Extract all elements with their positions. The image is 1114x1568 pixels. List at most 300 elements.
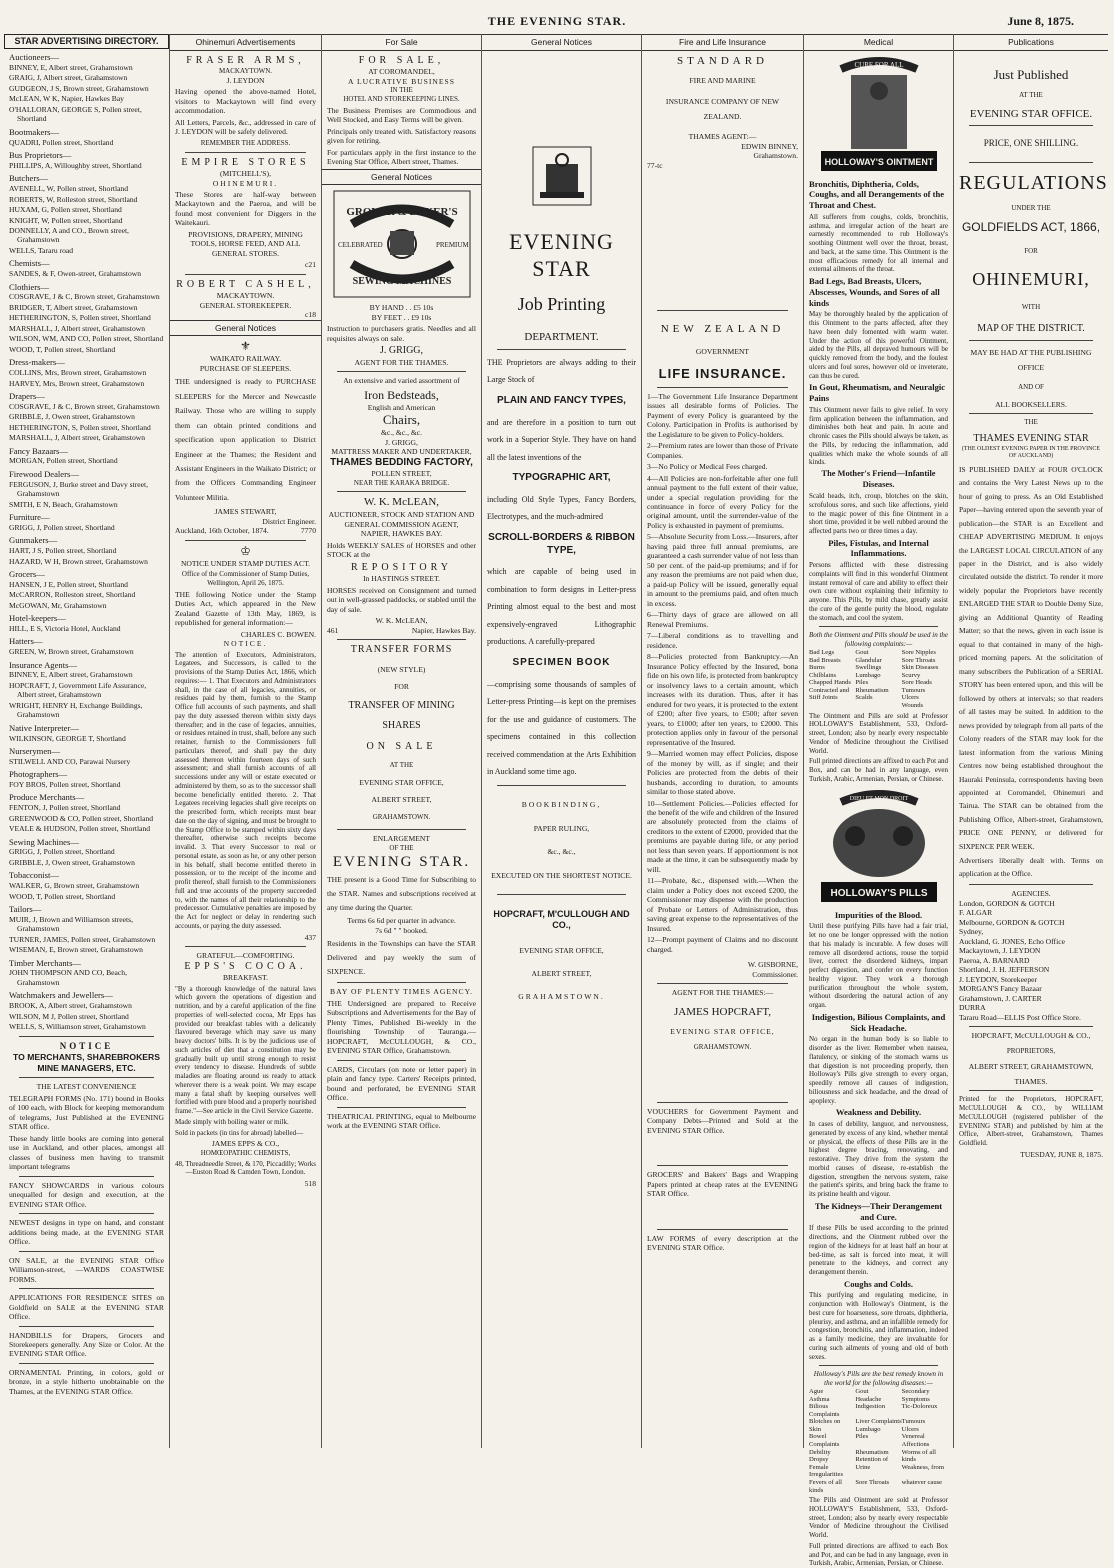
enlarge-of: OF THE [389,843,414,852]
complaint-item: Tumours [901,686,926,694]
cashel-place: MACKAYTOWN. [216,291,275,301]
stamp-sig: CHARLES C. BOWEN. [240,629,316,639]
agency-entry: Grahamstown, J. CARTER [959,993,1042,1003]
directory-entry: GUDGEON, J S, Brown street, Grahamstown [9,83,149,93]
gout-title: In Gout, Rheumatism, and Neuralgic Pains [809,382,946,404]
directory-entry: VEALE & HUDSON, Pollen street, Shortland [9,824,151,834]
stamp-notice: NOTICE. [223,639,268,649]
ins-agent-office: EVENING STAR OFFICE, [670,1027,775,1037]
pills-banner: HOLLOWAY'S PILLS [829,887,928,899]
disease-item: Ulcers [901,1425,919,1433]
transfer-street: ALBERT STREET, [371,795,432,805]
directory-entry: GRIBBLE, J, Owen street, Grahamstown [9,412,135,422]
weakness-title: Weakness and Debility. [835,1107,922,1118]
sold-4: Full printed directions are affixed to each Box and Pot, and can be had in any language, even in Turkish, Arabic, Armenian, Persian, or Chinese. [809,1541,948,1568]
ins-agent-name: JAMES HOPCRAFT, [674,1005,771,1018]
directory-entry: GRIGG, J, Pollen street, Shortland [9,522,115,532]
disease-item: Tumours [901,1418,926,1426]
agency-entry: F. ALGAR [959,908,993,918]
directory-entry: KNIGHT, W, Pollen street, Shortland [9,215,123,225]
pub-tes-sub: (THE OLDEST EVENING PAPER IN THE PROVINCE OF AUCKLAND) [961,445,1101,460]
empire-place: OHINEMURI. [212,178,279,188]
complaint-item: Sore Heads [901,679,932,687]
factory-near: NEAR THE KARAKA BRIDGE. [353,478,450,487]
directory-entry: WILSON, M J, Pollen street, Shortland [9,1011,129,1021]
insurance-heading: Fire and Life Insurance [642,34,803,51]
complaint-item: Sore Throats [901,656,936,664]
complaint-item: Ulcers [901,694,919,702]
complaints-table [809,649,948,710]
fs-text-3: For particulars apply in the first instance to the Evening Star Office, Albert street, Thames. [327,147,476,167]
complaint-item: Lumbago [855,671,881,679]
agency-entry: Shortland, J. H. JEFFERSON [959,965,1050,975]
engraving-top: GROVER & BAKER'S [345,206,458,219]
bronch-text: All sufferers from coughs, colds, bronchitis, asthma, and irregular action of the heart are earnestly recommended to rub Holloway's soothing Ointment well over the throat, breast, and back, at the same time. This Ointment is the most efficacious remedy for all internal and external ailments of the throat. [809,212,948,274]
indigestion-text: No organ in the human body is so liable to disorder as the liver. Remember when nausea, flatulency, or sinking of the stomach warns us that digestion is not proceeding properly, then Holloway's Pills give strength to every organ, speedily remove all causes of indigestion, biliousness and sick headache, and the dread of apoplexy. [809,1035,948,1105]
directory-entry: SANDES, & F, Owen-street, Grahamstown [9,269,142,279]
insurance-point: 11—Probate, &c., dispensed with.—When the claim under a Policy does not exceed £200, the Commissioner may dispense with the production of Probate or Letters of Administration, thus saving great expense to the representatives of the Insured. [647,876,798,933]
insurance-point: 2—Premium rates are lower than those of Private Companies. [647,441,798,460]
directory-entry: DONNELLY, A and CO., Brown street, Grahamstown [9,226,129,245]
directory-entry: WILKINSON, GEORGE T, Shortland [9,733,126,743]
stamp-text: THE following Notice under the Stamp Duties Act, which appeared in the New Zealand Gazette of 13th May, 1869, is republished for general information:— [175,589,316,628]
transfer-for: FOR [394,682,409,692]
column-insurance [642,34,804,1448]
insurance-point: 8—Policies protected from Bankruptcy.—An Insurance Policy effected by the Insured, bona fide on his own life, is protected from bankruptcy or insolvency laws to a certain amount, which increases with its duration. Thus, after it has endured for two years, it is protected to the extent of £200; after five years, to £500; after seven years, to £1000; after ten years, to £2000. This protection applies only in favour of the personal representative of the Insured. [647,652,798,747]
agency-entry: Paeroa, A. BARNARD [959,955,1030,965]
std-sub: FIRE AND MARINE [689,76,756,86]
directory-category: Firewood Dealers— [9,468,79,479]
column-directory [4,34,170,1448]
empire-title: EMPIRE STORES [181,156,310,168]
vouchers-ad: VOUCHERS for Government Payment and Company Debts—Printed and Sold at the EVENING STAR Office. [647,1106,798,1135]
pub-just: Just Published [993,66,1069,82]
holloway-pills-engraving [811,788,947,906]
directory-entry: HETHERINGTON, S, Pollen street, Shortland [9,313,151,323]
ins-agent: AGENT FOR THE THAMES:— [671,988,774,998]
indigestion-title: Indigestion, Bilious Complaints, and Sick Headache. [811,1011,946,1033]
repository: REPOSITORY [351,561,452,573]
enlarge-text: THE present is a Good Time for Subscribing to the STAR. Names and subscriptions received at any time during the Quarter. [327,875,476,912]
instruction-text: Instruction to purchasers gratis. Needles and all requisites always on sale. [327,324,476,343]
fs-sub: AT COROMANDEL, [368,67,435,77]
theatrical-ad: THEATRICAL PRINTING, equal to Melbourne work at the EVENING STAR Office. [327,1111,476,1131]
pub-at: AT THE [1019,90,1043,99]
directory-entry: WILSON, WM, AND CO, Pollen street, Shortland [9,334,164,344]
std-sub-2: INSURANCE COMPANY OF NEW ZEALAND. [665,96,780,122]
disease-item: Gout [855,1387,869,1395]
directory-category: Nurserymen— [9,746,61,757]
pub-thames: THAMES. [1014,1076,1048,1086]
disease-item: Indigestion [855,1403,885,1411]
disease-item: Ague [809,1387,824,1395]
masthead [0,14,1114,30]
coughs-title: Coughs and Colds. [843,1278,914,1289]
directory-entry: WELLS, S, Williamson street, Grahamstown [9,1022,146,1032]
empire-list: PROVISIONS, DRAPERY, MINING TOOLS, HORSE FEED, AND ALL GENERAL STORES. [188,229,303,258]
pub-agencies: AGENCIES. [1011,889,1051,899]
pub-price: PRICE, ONE SHILLING. [983,138,1079,149]
terms: Terms 6s 6d per quarter in advance. [347,916,456,926]
cashel-role: GENERAL STOREKEEPER. [199,300,292,310]
directory-entry: HART, J S, Pollen street, Shortland [9,546,117,556]
life-title: LIFE INSURANCE. [658,366,787,382]
enlarge-star: EVENING STAR. [332,853,471,870]
railway-date: Auckland, 16th October, 1874. [175,526,269,536]
impurities-text: Until these purifying Pills have had a fair trial, let no one be longer oppressed with the notion that his malady is incurable. A few doses will remove all disordered actions, rouse the torpid liver, correct the disordered kidneys, impart perfect digestion, and confer on every function healthy vigour. They work a thorough purification throughout the whole system, without disordering the natural action of any organ. [809,922,948,1010]
insurance-point: 9—Married women may effect Policies, dispose of the money by will, as if single; and their Policies are protected from the debts of their husbands, according to duration, to amounts similar to those stated above. [647,749,798,797]
insurance-point: 7—Liberal conditions as to travelling and residence. [647,631,798,650]
directory-entry: GRIBBLE, J, Owen street, Grahamstown [9,857,135,867]
complaint-item: Scurvy [901,671,921,679]
epps-firm: JAMES EPPS & CO., [211,1139,280,1149]
column-publications [954,34,1108,1448]
directory-entry: FOY BROS, Pollen street, Shortland [9,779,121,789]
fs-in: IN THE [390,86,413,95]
disease-item: Fevers of all kinds [809,1478,842,1494]
pub-with: WITH [1021,302,1041,311]
column-job-printing [482,34,642,1448]
pub-date: TUESDAY, JUNE 8, 1875. [1020,1149,1103,1159]
agency-entry: Tararu Road—ELLIS Post Office Store. [959,1012,1081,1022]
bedding-factory: THAMES BEDDING FACTORY, [330,456,473,468]
general-notices-heading-3: General Notices [322,169,481,186]
complaint-item: Bad Breasts [809,656,841,664]
fraser-sub: MACKAYTOWN. [218,67,273,76]
insurance-point: 3—No Policy or Medical Fees charged. [647,462,768,472]
complaint-item: Skin Diseases [901,664,939,672]
column-ohinemuri [170,34,322,1448]
price-feet: BY FEET . . £9 10s [371,312,432,322]
directory-entry: PHILLIPS, A, Willoughby street, Shortland [9,160,142,170]
directory-entry: WISEMAN, E, Brown street, Grahamstown [9,945,143,955]
cards-ad: CARDS, Circulars (on note or letter paper) in plain and fancy type. Carters' Receipts printed, bound and perforated, be EVENING STAR Office. [327,1064,476,1103]
enlarge-title: ENLARGEMENT [373,834,430,844]
small-ad: FANCY SHOWCARDS in various colours unequalled for design and execution, at the EVENING STAR Office. [9,1180,164,1209]
directory-heading: STAR ADVERTISING DIRECTORY. [4,34,169,49]
ribbon-text-2: DIEU ET MON DROIT [849,795,908,802]
epps-firm-2: HOMŒOPATHIC CHEMISTS, [200,1148,291,1157]
disease-item: Lumbago [855,1425,881,1433]
ribbon-text-1: CURE FOR ALL [853,60,904,69]
small-ad: HANDBILLS for Drapers, Grocers and Storekeepers generally. Any Size or Color. At the EVENING STAR Office. [9,1330,164,1359]
agency-entry: DURRA [959,1003,986,1013]
gout-text: This Ointment never fails to give relief. In very firm application between the inflammation, and diminishes both heat and pain. In acute and chronic cases the Pills should always be taken, as the Pills, by reducing the inflammation, add qualities which make the whole sounds of all kinds. [809,405,948,467]
mother-text: Scald heads, itch, croup, blotches on the skin, scrofulous sores, and such like affections, yield to the magic power of this fine Ointment in a short time, provided it be well rubbed around the affected parts two or three times a day. [809,492,948,535]
pub-sellers: ALL BOOKSELLERS. [995,400,1067,409]
mclean-num: 461 [327,625,339,635]
fraser-owner: J. LEYDON [226,75,265,85]
insurance-point: 12—Prompt payment of Claims and no discount charged. [647,935,798,954]
railway-title: WAIKATO RAILWAY. [209,354,281,364]
epps-sub: BREAKFAST. [222,973,269,983]
disease-item: Sore Throats [855,1478,890,1486]
directory-entry: WALKER, G, Brown street, Grahamstown [9,881,140,891]
directory-entry: MARSHALL, J, Albert street, Grahamstown [9,323,146,333]
medical-heading: Medical [804,34,953,51]
legs-title: Bad Legs, Bad Breasts, Ulcers, Abscesses, Wounds, and Sores of all kinds [809,276,940,308]
iron-bedsteads: Iron Bedsteads, [364,387,439,402]
disease-item: Piles [855,1433,869,1441]
complaint-item: Swellings [855,664,882,672]
job-intro: THE Proprietors are always adding to their Large Stock of [487,357,636,385]
disease-item: Dropsy [809,1456,829,1464]
directory-entry: McLEAN, W K, Napier, Hawkes Bay [9,94,124,104]
complaint-item [855,702,901,710]
latest-text-2: These handy little books are coming into general use in Auckland, and other places, amongst all classes of business men having to transmit important telegrams [9,1133,164,1172]
factory-street: POLLEN STREET, [371,469,432,479]
engraving-bottom: SEWING MACHINES [352,276,451,288]
bay-text: THE Undersigned are prepared to Receive Subscriptions and Advertisements for the Bay of Plenty Times, Published Bi-weekly in the flourishing Township of Tauranga.— HOPCRAFT, McCULLOUGH, & CO., EVENING STAR Office, Grahamstown. [327,998,476,1056]
job-town: GRAHAMSTOWN. [518,992,605,1002]
job-specimen-text: —comprising some thousands of samples of Letter-press Printing—is kept on the premises for the use and guidance of customers. The specimens contained in this collection received commendation at the Arts Exhibition in Auckland some time ago. [487,679,636,777]
directory-category: Butchers— [9,173,49,184]
ins-sig: W. GISBORNE, [747,960,798,970]
column-medical [804,34,954,1568]
holloway-ointment-engraving [811,55,947,175]
insurance-point: 1—The Government Life Insurance Department issues all desirable forms of Policies. The Payment of every Policy is guaranteed by the Colony. Participation in Profits is authorised by the Legislature to be given to Policy-holders. [647,391,798,439]
transfer-town: GRAHAMSTOWN. [372,812,431,821]
std-title: STANDARD [676,54,768,67]
directory-entry: COLLINS, Mrs, Brown street, Grahamstown [9,368,147,378]
agency-entry: J. LEYDON, Storekeeper [959,974,1038,984]
engraving-right: PREMIUM [435,241,469,250]
stamp-office: Office of the Commissioner of Stamp Duties, Wellington, April 26, 1875. [181,570,310,587]
directory-entry: MORGAN, Pollen street, Shortland [9,456,118,466]
directory-category: Sewing Machines— [9,836,79,847]
railway-role: District Engineer. [262,516,316,526]
directory-category: Furniture— [9,512,50,523]
job-scroll-text: which are capable of being used in combination to form designs in Letter-press Printing almost equal to the best and most expensively-engraved Lithographic productions. A carefully-prepared [487,567,636,647]
job-specimen: SPECIMEN BOOK [512,657,611,668]
epps-made: Made simply with boiling water or milk. [175,1117,289,1126]
directory-category: Bootmakers— [9,126,60,137]
directory-category: Dress-makers— [9,357,65,368]
insurance-point: 10—Settlement Policies.—Policies effected for the benefit of the wife and children of the Insured are absolutely protected from the claims of creditors to the extent of £2000, provided that the premiums are payable during life, or any period not less than seven years. If apportionment is not made at the time, it can be subsequently made by will. [647,798,798,874]
fraser-title: FRASER ARMS, [186,54,305,66]
directory-category: Produce Merchants— [9,792,85,803]
mclean-sig: W. K. McLEAN, [375,616,428,626]
directory-category: Fancy Bazaars— [9,445,68,456]
job-title: EVENING STAR [509,228,614,282]
transfer-onsale: ON SALE [366,740,437,752]
complaint-item: Contracted and [809,686,850,694]
job-street: ALBERT STREET, [531,968,592,978]
small-ad: APPLICATIONS FOR RESIDENCE SITES on Goldfield on SALE at the EVENING STAR Office. [9,1293,164,1322]
remedy-text: Holloway's Pills are the best remedy known in the world for the following diseases:— [813,1370,944,1388]
directory-entry: BROOK, A, Albert street, Grahamstown [9,1001,132,1011]
pub-the: THE [1024,418,1038,427]
insurance-point: 5—Absolute Security from Loss.—Insurers, after having paid three full annual premiums, are guaranteed a cash surrender value of not less than 50 per cent. of the paid-up premiums; and if for any reason the premiums are not paid when due, a paid-up Policy will be issued, generally equal in amount to the premiums paid, and often much in excess. [647,532,798,608]
disease-item: Debility [809,1448,831,1456]
printing-press-icon [532,146,592,206]
complaint-item: Glandular [855,656,882,664]
pub-advertisers: Advertisers liberally dealt with. Terms on application at the Office. [959,856,1103,878]
directory-entry: GREEN, W, Brown street, Grahamstown [9,647,134,657]
disease-item: Retention of [855,1456,889,1464]
disease-item: Rheumatism [855,1448,889,1456]
directory-entry: WRIGHT, HENRY H, Exchange Buildings, Grahamstown [9,700,143,720]
mother-title: The Mother's Friend—Infantile Diseases. [821,469,936,489]
directory-entry: FERGUSON, J, Burke street and Davy street, Grahamstown [9,479,148,499]
epps-text: "By a thorough knowledge of the natural laws which govern the operations of digestion and nutrition, and by a careful application of the fine properties of well-selected cocoa, Mr Epps has provided our breakfast tables with a delicately flavoured beverage which may save us many heavy doctors' bills. It is by the judicious use of such articles of diet that a constitution may be gradually built up until strong enough to resist every tendency to disease. Hundreds of subtle maladies are floating around us ready to attack wherever there is a weak point. We may escape many a fatal shaft by keeping ourselves well fortified with pure blood and a properly nourished frame."—See article in the Civil Service Gazette. [175,984,316,1116]
directory-entry: SMITH, E N, Beach, Grahamstown [9,499,118,509]
directory-entry: GRAIG, J, Albert street, Grahamstown [9,73,128,83]
agency-entry: MORGAN'S Fancy Bazaar [959,984,1042,994]
small-ad: ON SALE, at the EVENING STAR Office Williamson-street, —WARDS COASTWISE FORMS. [9,1255,164,1284]
std-agent: THAMES AGENT:— [688,132,757,142]
directory-category: Watchmakers and Jewellers— [9,990,113,1001]
job-executed: EXECUTED ON THE SHORTEST NOTICE. [491,870,632,880]
agencies-list [959,899,1103,1022]
epps-num: 518 [304,1179,316,1188]
disease-item: Asthma [809,1395,830,1403]
directory-category: Native Interpreter— [9,722,79,733]
diseases-table [809,1388,948,1494]
pub-tes: THAMES EVENING STAR [973,433,1089,445]
disease-item: Skin [809,1425,822,1433]
pub-regulations: REGULATIONS [959,171,1108,194]
directory-entry: MARSHALL, J, Albert street, Grahamstown [9,433,146,443]
pub-proprietors: PROPRIETORS, [1006,1046,1056,1055]
residents-text: Residents in the Townships can have the STAR Delivered and pay weekly the sum of SIXPENCE. [327,939,476,976]
general-notices-heading-4: General Notices [482,34,641,51]
disease-item: whatever cause [901,1478,943,1486]
stamp-notice-text: The attention of Executors, Administrators, Legatees, and Successors, is called to the provisions of the Stamp Duties Act, 1866, which requires:— 1. That Executors and Administrators shall, in the case of all legacies, annuities, or residues paid by them, furnish to the Stamp Office full accounts of such payments, and shall pay the duty assessed thereon within sixty days thereafter; and in the case of legacies, annuities, or residues retained in trust, shall, before any such retainer, furnish to the Commissioners full particulars thereof, and shall pay the duty assessed thereon within fourteen days of such assessment; and shall furnish accounts of all successions under any will or estate executed or administered by them, so as to the successor shall become beneficially entitled thereto. 2. That Legatees receiving legacies shall give receipts on the prescribed form, which receipts must bear date on the day of signing, and must be brought to the Stamp Office to be stamped within sixty days thereafter, otherwise such receipts become invalid. 3. That every Successor to real or personal estate, as soon as he, or any other person in his behalf, shall become entitled thereto in possession, or to the receipt of the income and profit thereof, shall furnish to the Commissioners full and true accounts of the property succeeded to, with the names of all their relationship to the predecessor. Cumulative penalties are imposed by the Act for neglect or delay in rendering such accounts, or paying the duty assessed. [175,650,316,930]
mclean-text: Holds WEEKLY SALES of HORSES and other STOCK at the [327,540,476,560]
agency-entry: Auckland, G. JONES, Echo Office [959,936,1065,946]
impurities-title: Impurities of the Blood. [834,909,923,920]
disease-item: Liver Complaints [855,1418,902,1426]
directory-entry: O'HALLORAN, GEORGE S, Pollen street, Shortland [9,104,142,124]
directory-entry: BINNEY, E, Albert street, Grahamstown [9,670,133,680]
transfer-shares: SHARES [382,720,421,731]
cashel-num: c18 [305,310,316,320]
iron-english: English and American [367,402,436,412]
epps-addr: 48, Threadneedle Street, & 170, Piccadilly; Works—Euston Road & Camden Town, London. [175,1159,316,1177]
pub-ohine: OHINEMURI, [972,269,1090,290]
bay-title: BAY OF PLENTY TIMES AGENCY. [330,987,473,997]
insurance-points [647,392,798,955]
directory-entry: HAZARD, W H, Brown street, Grahamstown [9,556,148,566]
pub-map: MAP OF THE DISTRICT. [977,323,1085,335]
piles-title: Piles, Fistulas, and Internal Inflammations. [828,537,929,559]
directory-category: Drapers— [9,391,45,402]
directory-entry: COSGRAVE, J & C, Brown street, Grahamstown [9,401,160,411]
pub-act: GOLDFIELDS ACT, 1866, [961,220,1101,235]
iron-chairs: Chairs, [382,412,421,428]
grateful-title: GRATEFUL—COMFORTING. [196,951,295,961]
directory-category: Timber Merchants— [9,957,82,968]
general-notices-heading: General Notices [170,320,321,337]
transfer-mining: TRANSFER OF MINING [348,699,455,711]
mclean-role: AUCTIONEER, STOCK AND STATION AND GENERAL COMMISSION AGENT, [328,510,475,529]
pub-office: EVENING STAR OFFICE. [969,107,1093,120]
directory-entry: COSGRAVE, J & C, Brown street, Grahamstown [9,292,160,302]
engraving-left: CELEBRATED [337,241,383,250]
piles-text: Persons afflicted with these distressing complaints will find in this wonderful Ointment instant removal of care and ability to effect their own cure without explaining their infirmity to anyone. This Pills, by mild chase, greatly assist the cure of the gentle purity the blood, regulate the stomach, and cool the system. [809,561,948,622]
directory-category: Grocers— [9,569,45,580]
fraser-remember: REMEMBER THE ADDRESS. [200,138,291,147]
directory-list [9,52,164,1031]
agency-entry: London, GORDON & GOTCH [959,898,1055,908]
complaint-item: Scalds [855,694,873,702]
transfer-office: EVENING STAR OFFICE, [359,777,444,787]
complaint-item: Chilblains [809,671,837,679]
pub-albert: ALBERT STREET, GRAHAMSTOWN, [968,1061,1094,1071]
govt-title: GOVERNMENT [695,346,750,356]
directory-category: Tobacconist— [9,870,59,881]
grigg-name: J. GRIGG, [379,345,424,357]
ins-sig-role: Commissioner. [752,969,798,979]
bronch-title: Bronchitis, Diphtheria, Colds, Coughs, and all Derangements of the Throat and Chest. [809,178,945,211]
crown-icon: ♔ [240,543,251,558]
directory-entry: WOOD, T, Pollen street, Shortland [9,891,116,901]
directory-category: Auctioneers— [9,52,60,63]
price-hand: BY HAND . . £5 10s [369,303,434,313]
agency-entry: Mackaytown, J. LEYDON [959,946,1041,956]
sold-2: Full printed directions are affixed to each Pot and Box, and can be had in any language, even Turkish, Arabic, Armenian, Persian, or Chinese. [809,757,948,783]
kidneys-text: If these Pills be used according to the printed directions, and the Ointment rubbed over the region of the kidneys for at least half an hour at bed-time, as salt is forced into meat, it will penetrate to the kidneys, and correct any derangement therein. [809,1224,948,1276]
transfer-style: (NEW STYLE) [377,664,426,674]
agency-entry: Melbourne, GORDON & GOTCH [959,917,1065,927]
railway-sub: PURCHASE OF SLEEPERS. [199,363,292,373]
notice-title: NOTICE [59,1040,114,1051]
directory-entry: WOOD, T, Pollen street, Shortland [9,344,116,354]
grigg2-name: J. GRIGG, [385,437,418,447]
std-town: Grahamstown. [753,151,798,161]
directory-entry: WELLS, Tararu road [9,245,74,255]
disease-item: Venereal Affections [901,1433,930,1449]
std-name: EDWIN BINNEY, [741,141,798,151]
directory-entry: JOHN THOMPSON AND CO, Beach, Grahamstown [9,968,127,987]
weakness-text: In cases of debility, languor, and nervousness, generated by excess of any kind, whether mental or physical, the effects of these Pills are in the highest degree bracing, renovating, and restorative. They drive from the system the morbid causes of disease, re-establish the digestion, strengthen the nervous system, raise the patient's spirits, and bring back the frame to its pristine health and vigour. [809,1120,948,1199]
disease-item: Bowel Complaints [809,1433,840,1449]
disease-item: Weakness, from [901,1463,944,1471]
directory-category: Clothiers— [9,281,50,292]
fs-text-2: Principals only treated with. Satisfactory reasons given for retiring. [327,126,476,146]
disease-item: Symptoms [901,1395,930,1403]
fraser-text-2: All Letters, Parcels, &c., addressed in care of J. LEYDON will be safely delivered. [175,117,316,137]
masthead-date: June 8, 1875. [1007,14,1074,28]
directory-entry: HOPCRAFT, J, Government Life Assurance, Albert street, Grahamstown [9,680,147,700]
directory-entry: GREENWOOD & CO, Pollen street, Shortland [9,813,154,823]
job-office: EVENING STAR OFFICE, [519,945,604,955]
directory-entry: BRIDGER, T, Albert street, Grahamstown [9,302,138,312]
directory-category: Photographers— [9,769,68,780]
disease-item: Bilious Complaints [809,1403,840,1418]
insurance-point: 6—Thirty days of grace are allowed on all Renewal Premiums. [647,610,798,629]
directory-entry: STILWELL AND CO, Parawai Nursery [9,756,131,766]
railway-text: THE undersigned is ready to PURCHASE SLEEPERS for the Mercer and Newcastle Railway. Those who are willing to supply them can obtain printed conditions and specification upon application to District Engineer at the Thames; the Resident and Assistant Engineers in the Waikato District; or from the Officers Commanding Engineer Volunteer Militia. [175,377,316,502]
insurance-point: 4—All Policies are non-forfeitable after one full annual payment to the full extent of their value, under a special regulation providing for the continuance in force of every Policy for the original amount, until the surrender-value of the Policy is exhausted in payment of premiums. [647,473,798,530]
publications-heading: Publications [954,34,1108,51]
mclean-sig-place: Napier, Hawkes Bay. [411,625,476,635]
kidneys-title: The Kidneys—Their Derangement and Cure. [814,1200,943,1222]
job-plain: PLAIN AND FANCY TYPES, [497,395,626,407]
grigg2-role: MATTRESS MAKER AND UNDERTAKER, [331,447,472,457]
notice-sub: TO MERCHANTS, SHAREBROKERS MINE MANAGERS, ETC. [13,1051,160,1073]
both-text: Both the Ointment and Pills should be used in the following complaints:— [809,631,949,649]
directory-category: Tailors— [9,904,42,915]
empire-sub: (MITCHELL'S), [220,169,271,179]
pub-hopcraft: HOPCRAFT, McCULLOUGH & CO., [971,1031,1091,1041]
terms-2: 7s 6d " " booked. [375,925,428,935]
grocers-ad: GROCERS' and Bakers' Bags and Wrapping Papers printed at cheap rates at the EVENING STAR Office. [647,1170,798,1199]
sold-1: The Ointment and Pills are sold at Professor HOLLOWAY'S Establishment, 533, Oxford-street, London; also by nearly every respectable Vendor of Medicine throughout the Civilised World. [809,711,948,755]
complaint-item: Burns [809,664,825,672]
transfer-forms: TRANSFER FORMS [350,644,453,656]
